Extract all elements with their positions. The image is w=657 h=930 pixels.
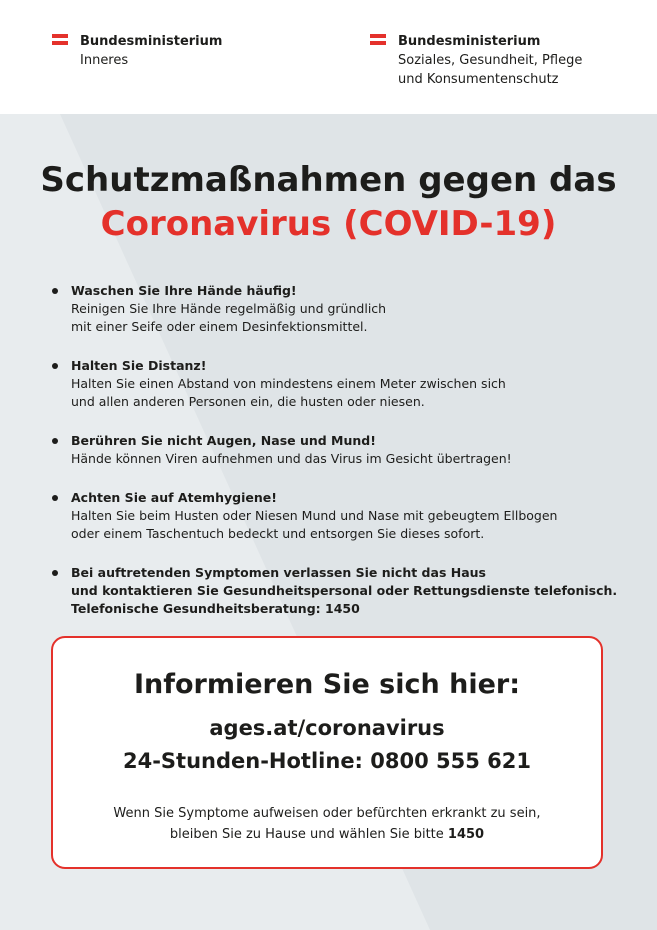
measure-text: Halten Sie einen Abstand von mindestens einem Meter zwischen sich: [71, 376, 506, 391]
info-note-line-2: bleiben Sie zu Hause und wählen Sie bitte: [169, 827, 444, 842]
ministry-name-line-2: und Konsumentenschutz: [398, 72, 559, 87]
bullet-icon: [52, 495, 58, 501]
title-line-2: Coronavirus (COVID-19): [100, 204, 557, 244]
measure-text: Reinigen Sie Ihre Hände regelmäßig und gründlich: [71, 301, 387, 316]
measure-heading: Waschen Sie Ihre Hände häufig!: [71, 283, 297, 298]
header: [0, 0, 657, 114]
ministry-logo-inneres: [52, 32, 222, 70]
list-item: [52, 357, 622, 411]
measure-text: Hände können Viren aufnehmen und das Virus im Gesicht übertragen!: [71, 451, 512, 466]
page-title: [0, 158, 657, 246]
list-item: [52, 282, 622, 336]
austrian-flag-icon: [52, 34, 68, 45]
austrian-flag-icon: [370, 34, 386, 45]
info-hotline: 24-Stunden-Hotline: 0800 555 621: [122, 749, 532, 773]
ministry-title: Bundesministerium: [80, 34, 223, 49]
measure-heading: Bei auftretenden Symptomen verlassen Sie nicht das Haus: [71, 565, 486, 580]
measure-heading: Berühren Sie nicht Augen, Nase und Mund!: [71, 433, 376, 448]
measure-text: und kontaktieren Sie Gesundheitspersonal oder Rettungsdienste telefonisch.: [71, 583, 618, 598]
info-note: [53, 803, 601, 845]
bullet-icon: [52, 438, 58, 444]
info-website: ages.at/coronavirus: [209, 716, 445, 740]
protective-measures-list: [52, 282, 622, 618]
measure-text: und allen anderen Personen ein, die husten oder niesen.: [71, 394, 425, 409]
measure-heading: Halten Sie Distanz!: [71, 358, 207, 373]
ministry-name-line-1: Soziales, Gesundheit, Pflege: [398, 53, 583, 68]
title-line-1: Schutzmaßnahmen gegen das: [40, 160, 617, 200]
info-note-number: 1450: [447, 827, 485, 842]
info-note-line-1: Wenn Sie Symptome aufweisen oder befürchten erkrankt zu sein,: [113, 806, 541, 821]
bullet-icon: [52, 570, 58, 576]
ministry-title: Bundesministerium: [398, 34, 541, 49]
measure-text: Telefonische Gesundheitsberatung: 1450: [71, 601, 360, 616]
measure-text: Halten Sie beim Husten oder Niesen Mund und Nase mit gebeugtem Ellbogen: [71, 508, 558, 523]
info-box: [51, 636, 603, 869]
measure-heading: Achten Sie auf Atemhygiene!: [71, 490, 277, 505]
ministry-logo-soziales: [370, 32, 582, 89]
measure-text: oder einem Taschentuch bedeckt und entsorgen Sie dieses sofort.: [71, 526, 485, 541]
list-item: [52, 564, 622, 618]
bullet-icon: [52, 288, 58, 294]
bullet-icon: [52, 363, 58, 369]
ministry-name: Inneres: [80, 53, 129, 68]
info-heading: Informieren Sie sich hier:: [133, 669, 521, 700]
measure-text: mit einer Seife oder einem Desinfektionsmittel.: [71, 319, 368, 334]
list-item: [52, 432, 622, 468]
list-item: [52, 489, 622, 543]
